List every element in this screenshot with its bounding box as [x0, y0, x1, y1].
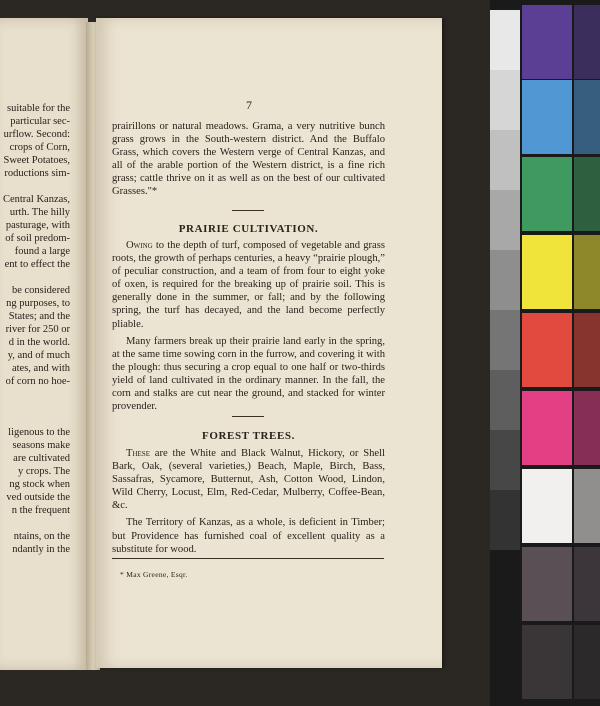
left-page-line: States; and the: [8, 311, 70, 322]
color-swatch: [522, 469, 572, 543]
left-page-line: are cultivated: [13, 453, 70, 464]
left-page-line: pasturage, with: [5, 220, 70, 231]
left-page-line: ent to effect the: [4, 259, 70, 270]
color-swatch-light: [574, 313, 600, 387]
left-page-line: river for 250 or: [5, 324, 70, 335]
color-swatch: [522, 235, 572, 309]
drop-word: Owing: [126, 240, 153, 251]
footnote: * Max Greene, Esqr.: [120, 570, 188, 579]
color-swatch-light: [574, 235, 600, 309]
left-page-line: seasons make: [12, 440, 70, 451]
left-page-line: n the frequent: [11, 505, 70, 516]
left-page-line: particular sec-: [10, 116, 70, 127]
gray-step-swatch: [490, 130, 520, 190]
paragraph-text: are the White and Black Walnut, Hickory, or Shell Bark, Oak, (several varieties,) Beach, Maple, Birch, Bass, Sassafras, Sycamore, Butternut, Ash, Cotton Wood, Lindon, Wild Cherry, Locust, Elm, Red-Cedar, Mulberry, Coffee-Bean, &c.: [112, 448, 385, 512]
left-page-line: d in the world.: [8, 337, 70, 348]
color-swatch-light: [574, 469, 600, 543]
drop-word: These: [126, 448, 150, 459]
paragraph-text: to the depth of turf, composed of vegetable and grass roots, the growth of perhaps centuries, a heavy “prairie plough,” of peculiar construction, and a team of from four to eight yoke of oxen, is required for the breaking up of prairie soil. This is generally done in the summer, or fall; and by the following spring, the turf has decayed, and the land become perfectly pliable.: [112, 240, 385, 330]
left-page-line: ntains, on the: [13, 531, 70, 542]
color-swatch-light: [574, 5, 600, 79]
section-divider: [232, 416, 264, 417]
forest-paragraph-1: [112, 447, 385, 512]
footnote-rule: [112, 558, 384, 559]
gray-step-swatch: [490, 250, 520, 310]
left-page-line: of corn no hoe-: [5, 376, 70, 387]
gray-step-swatch: [490, 310, 520, 370]
color-swatch-light: [574, 391, 600, 465]
color-swatch-light: [574, 80, 600, 154]
left-page-line: Sweet Potatoes,: [3, 155, 70, 166]
prairie-cultivation-body: [112, 239, 385, 417]
left-page-line: ligenous to the: [8, 427, 70, 438]
gray-step-swatch: [490, 430, 520, 490]
section-heading-prairie-cultivation: PRAIRIE CULTIVATION.: [178, 223, 319, 235]
page-number: 7: [246, 98, 252, 112]
gray-step-swatch: [490, 10, 520, 70]
gray-step-swatch: [490, 370, 520, 430]
color-swatch-light: [574, 157, 600, 231]
left-page-line: urflow. Second:: [3, 129, 70, 140]
color-swatch: [522, 625, 572, 699]
color-calibration-target: [490, 0, 600, 706]
gray-step-swatch: [490, 70, 520, 130]
left-page-line: ates, and with: [11, 363, 70, 374]
left-page-line: be considered: [11, 285, 70, 296]
left-page-line: y crops. The: [17, 466, 70, 477]
left-page-line: crops of Corn,: [9, 142, 70, 153]
left-page-line: ng purposes, to: [6, 298, 70, 309]
intro-paragraph: prairillons or natural meadows. Grama, a very nutritive bunch grass grows in the South-western district. And the Buffalo Grass, which covers the Western verge of Central Kanzas, and all of the arable portion of the Western district, is a fine rich grass; cattle thrive on it as well as on the best of our cultivated Grasses."*: [112, 121, 385, 198]
left-page-fragment: [0, 18, 88, 670]
color-swatch-light: [574, 547, 600, 621]
color-swatch: [522, 391, 572, 465]
left-page-line: suitable for the: [7, 103, 70, 114]
left-page-line: found a large: [14, 246, 70, 257]
gray-step-swatch: [490, 190, 520, 250]
forest-trees-body: [112, 447, 385, 560]
left-page-line: urth. The hilly: [9, 207, 70, 218]
left-page-line: of soil predom-: [5, 233, 70, 244]
color-swatch: [522, 157, 572, 231]
color-swatch: [522, 5, 572, 79]
left-page-line: ndantly in the: [12, 544, 70, 555]
gray-step-swatch: [490, 490, 520, 550]
color-swatch: [522, 80, 572, 154]
section-divider: [232, 210, 264, 211]
prairie-paragraph-1: [112, 239, 385, 331]
color-swatch: [522, 313, 572, 387]
section-heading-forest-trees: FOREST TREES.: [202, 430, 295, 442]
left-page-line: roductions sim-: [4, 168, 70, 179]
left-page-line: ng stock when: [9, 479, 70, 490]
forest-paragraph-2: The Territory of Kanzas, as a whole, is deficient in Timber; but Providence has furnished coal of excellent quality as a substitute for wood.: [112, 517, 385, 555]
color-swatch-light: [574, 625, 600, 699]
left-page-line: ved outside the: [6, 492, 70, 503]
left-page-line: y, and of much: [7, 350, 70, 361]
color-swatch: [522, 547, 572, 621]
left-page-line: Central Kanzas,: [2, 194, 70, 205]
prairie-paragraph-2: Many farmers break up their prairie land early in the spring, at the same time sowing corn in the furrow, and covering it with the plough: thus securing a crop equal to one half or two-thirds yield of land cultivated in the ordinary manner. In the fall, the corn and stalks are cut near the ground, and stacked for winter provender.: [112, 335, 385, 413]
